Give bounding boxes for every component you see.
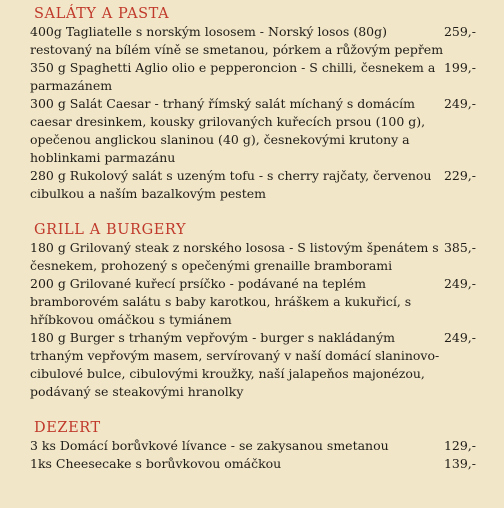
menu-item — [0, 239, 504, 275]
item-price: 129,- — [443, 438, 476, 453]
item-price: 249,- — [443, 330, 476, 345]
item-description: 1ks Cheesecake s borůvkovou omáčkou — [30, 456, 282, 471]
section-title: GRILL A BURGERY — [34, 222, 187, 238]
section-grill — [0, 221, 504, 401]
item-description: 180 g Burger s trhaným vepřovým - burger s nakládaným trhaným vepřovým masem, servírovaný v naší domácí slaninovo-cibulové bulce, cibulovými kroužky, naší jalapeňos majonézou, podávaný se steakovými hranolky — [30, 330, 440, 399]
menu-item — [0, 455, 504, 473]
section-title: SALÁTY A PASTA — [34, 6, 170, 22]
item-price: 139,- — [443, 456, 476, 471]
item-description: 400g Tagliatelle s norským lososem - Norský losos (80g) restovaný na bílém víně se smetanou, pórkem a růžovým pepřem — [30, 24, 444, 57]
menu-item — [0, 95, 504, 167]
item-price: 249,- — [443, 276, 476, 291]
item-description: 200 g Grilované kuřecí prsíčko - podávané na teplém bramborovém salátu s baby karotkou, hráškem a kukuřicí, s hříbkovou omáčkou s tymiánem — [30, 276, 412, 327]
item-price: 249,- — [443, 96, 476, 111]
section-title: DEZERT — [34, 420, 101, 436]
item-price: 229,- — [443, 168, 476, 183]
item-description: 350 g Spaghetti Aglio olio e pepperoncion - S chilli, česnekem a parmazánem — [30, 60, 436, 93]
section-dezert — [0, 419, 504, 473]
menu-item — [0, 329, 504, 401]
item-description: 300 g Salát Caesar - trhaný římský salát míchaný s domácím caesar dresinkem, kousky grilovaných kuřecích prsou (100 g), opečenou anglickou slaninou (40 g), česnekovými krutony a hoblinkami parmazánu — [30, 96, 426, 165]
item-price: 259,- — [443, 24, 476, 39]
menu-item — [0, 167, 504, 203]
item-description: 180 g Grilovaný steak z norského lososa - S listovým špenátem s česnekem, prohozený s opečenými grenaille bramborami — [30, 240, 439, 273]
menu-item — [0, 275, 504, 329]
item-price: 199,- — [443, 60, 476, 75]
menu-item — [0, 437, 504, 455]
menu-item — [0, 59, 504, 95]
section-salaty — [0, 5, 504, 203]
menu-item — [0, 23, 504, 59]
item-price: 385,- — [443, 240, 476, 255]
item-description: 280 g Rukolový salát s uzeným tofu - s cherry rajčaty, červenou cibulkou a naším bazalkovým pestem — [30, 168, 432, 201]
item-description: 3 ks Domácí borůvkové lívance - se zakysanou smetanou — [30, 438, 389, 453]
